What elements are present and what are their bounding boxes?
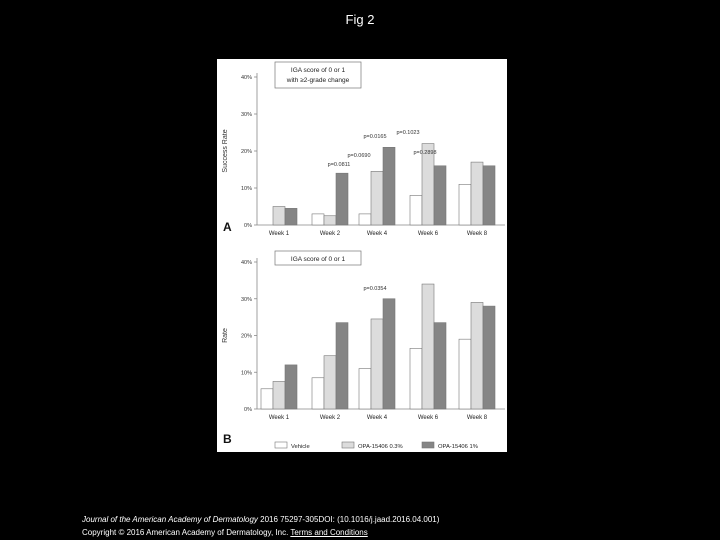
panel-a-x-tick-label: Week 6 xyxy=(417,231,439,237)
citation-line xyxy=(82,513,439,526)
panel-a-bar xyxy=(383,147,395,225)
panel-b-y-axis-label: Rate xyxy=(222,328,229,343)
panel-a-y-tick-label: 10% xyxy=(240,186,252,192)
panel-a-y-tick-label: 30% xyxy=(240,112,252,118)
slide-title: Fig 2 xyxy=(345,12,375,27)
figure-caption xyxy=(82,513,439,539)
panel-a-bar xyxy=(273,207,285,226)
copyright-line xyxy=(82,526,439,539)
panel-b-bar xyxy=(285,365,297,409)
panel-a-y-tick-label: 0% xyxy=(244,223,252,229)
panel-b-title-text: IGA score of 0 or 1 xyxy=(290,256,346,263)
panel-b-y-tick-label: 0% xyxy=(244,407,252,413)
panel-a-bar xyxy=(359,214,371,225)
panel-a-title-box xyxy=(275,62,361,88)
legend-swatch xyxy=(422,442,434,448)
panel-b-bar xyxy=(359,369,371,409)
legend-label: Vehicle xyxy=(291,444,310,450)
panel-b-y-tick-label: 30% xyxy=(240,296,252,303)
legend-label: OPA-15406 1% xyxy=(438,444,478,450)
citation-text: 2016 75297-305DOI: (10.1016/j.jaad.2016.04.001) xyxy=(257,515,440,524)
panel-a-x-tick-label: Week 2 xyxy=(319,231,341,237)
panel-b-bar xyxy=(371,319,383,409)
panel-a-title-text: IGA score of 0 or 1 xyxy=(290,67,346,74)
panel-a-bar xyxy=(459,184,471,225)
panel-b-bar xyxy=(410,348,422,409)
panel-a-bar xyxy=(410,195,422,225)
panel-a-title-text: with ≥2-grade change xyxy=(286,77,350,84)
legend-swatch xyxy=(275,442,287,448)
panel-b-bar xyxy=(336,323,348,409)
panel-a-y-tick-label: 40% xyxy=(240,75,252,81)
panel-b-bar xyxy=(324,356,336,409)
panel-a-y-axis-label: Success Rate xyxy=(222,129,229,173)
panel-b-x-tick-label: Week 2 xyxy=(319,415,341,421)
panel-b-x-tick-label: Week 4 xyxy=(366,415,388,421)
panel-a-p-value: p=0.2898 xyxy=(413,150,437,156)
panel-b-y-tick-label: 40% xyxy=(240,260,252,266)
panel-b-letter: B xyxy=(223,432,232,446)
panel-a-bar xyxy=(471,162,483,225)
panel-b-bar xyxy=(273,381,285,409)
panel-a-bar xyxy=(371,171,383,225)
panel-b-y-tick-label: 20% xyxy=(240,333,252,340)
panel-b-bar xyxy=(383,299,395,409)
panel-a-y-tick-label: 20% xyxy=(240,149,252,155)
panel-b-x-tick-label: Week 6 xyxy=(417,415,439,421)
copyright-text: Copyright © 2016 American Academy of Dermatology, Inc. xyxy=(82,528,289,537)
panel-a-bar xyxy=(285,208,297,225)
figure-image xyxy=(217,59,507,452)
panel-b-bar xyxy=(261,389,273,409)
panel-a-x-tick-label: Week 4 xyxy=(366,231,388,237)
panel-a-letter: A xyxy=(223,220,232,234)
panel-a-bar xyxy=(312,214,324,225)
panel-a-p-value: p=0.0690 xyxy=(347,153,371,159)
panel-b-bar xyxy=(434,323,446,409)
panel-a-x-tick-label: Week 1 xyxy=(268,231,290,237)
panel-a-bar xyxy=(434,166,446,225)
panel-b-bar xyxy=(422,284,434,409)
panel-a-p-value: p=0.0811 xyxy=(327,162,351,168)
figure-charts xyxy=(217,59,507,452)
panel-b-bar xyxy=(459,339,471,409)
panel-b-bar xyxy=(483,306,495,409)
legend-swatch xyxy=(342,442,354,448)
panel-b-bar xyxy=(312,378,324,409)
terms-link[interactable]: Terms and Conditions xyxy=(290,528,368,537)
panel-a-p-value: p=0.1023 xyxy=(396,130,420,136)
panel-b-x-tick-label: Week 8 xyxy=(466,415,488,421)
panel-a-x-tick-label: Week 8 xyxy=(466,231,488,237)
panel-b-bar xyxy=(471,302,483,409)
journal-name: Journal of the American Academy of Dermatology xyxy=(82,515,258,524)
panel-a-p-value: p=0.0165 xyxy=(363,134,387,140)
panel-b-x-tick-label: Week 1 xyxy=(268,415,290,421)
panel-a-bar xyxy=(324,216,336,225)
panel-a-bar xyxy=(483,166,495,225)
panel-b-y-tick-label: 10% xyxy=(240,370,252,377)
panel-a-bar xyxy=(336,173,348,225)
legend-label: OPA-15406 0.3% xyxy=(358,444,403,450)
panel-b-p-value: p=0.0354 xyxy=(363,286,387,292)
